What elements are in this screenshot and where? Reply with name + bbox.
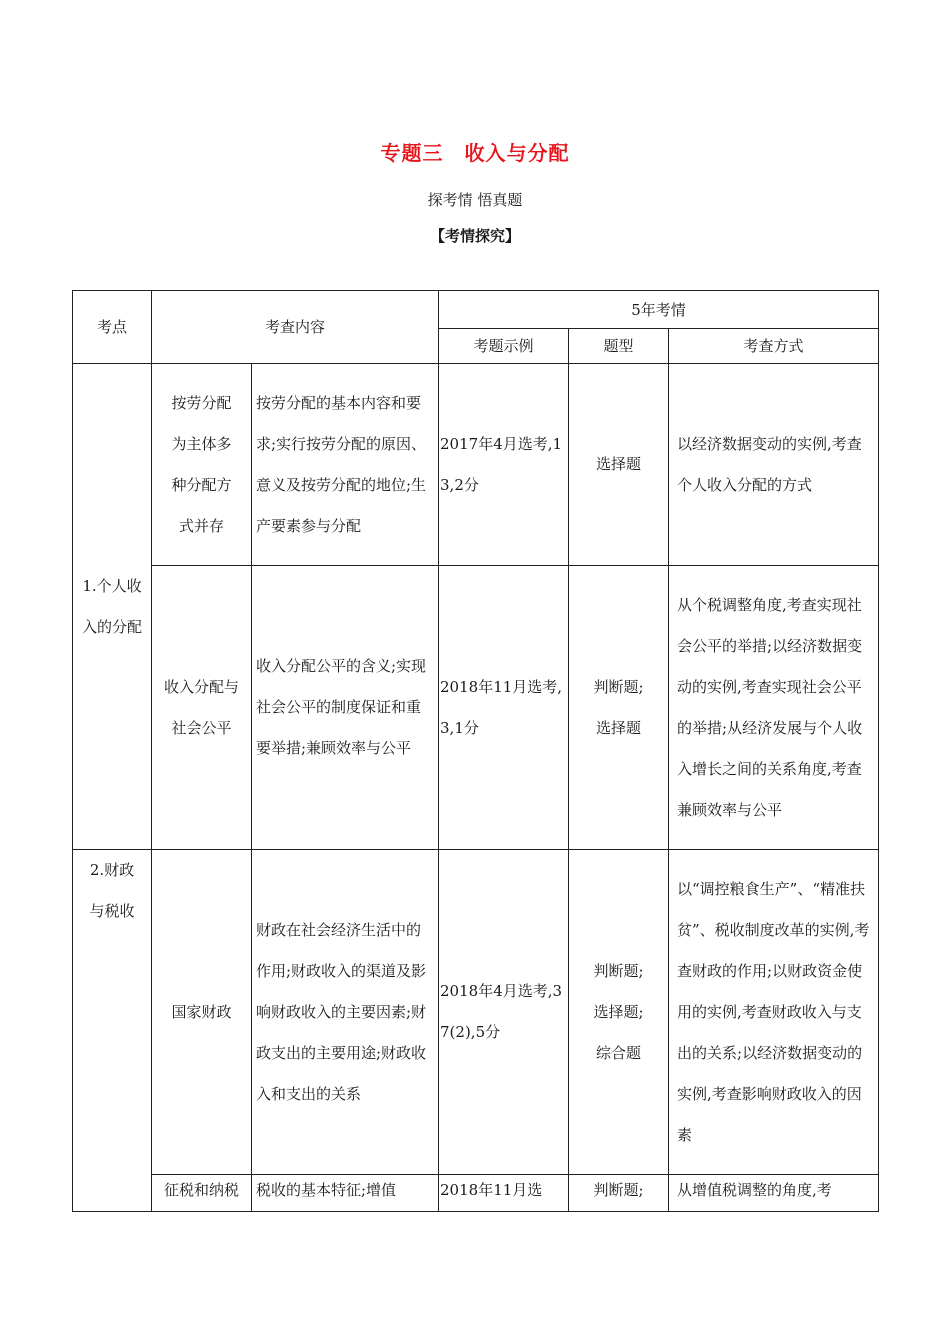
content-cell: 收入分配公平的含义;实现社会公平的制度保证和重要举措;兼顾效率与公平 (252, 566, 439, 850)
exam-analysis-table (72, 290, 879, 1212)
header-content: 考查内容 (152, 291, 439, 364)
content-cell: 财政在社会经济生活中的作用;财政收入的渠道及影响财政收入的主要因素;财政支出的主要用途;财政收入和支出的关系 (252, 850, 439, 1175)
page-title: 专题三 收入与分配 (380, 141, 570, 165)
method-cell: 以“调控粮食生产”、“精准扶贫”、税收制度改革的实例,考查财政的作用;以财政资金使用的实例,考查财政收入与支出的关系;以经济数据变动的实例,考查影响财政收入的因素 (669, 850, 879, 1175)
subtitle: 探考情 悟真题 (427, 191, 523, 209)
example-cell: 2017年4月选考,13,2分 (439, 364, 569, 566)
table-row (73, 850, 879, 1175)
method-cell: 从个税调整角度,考查实现社会公平的举措;以经济数据变动的实例,考查实现社会公平的举措;从经济发展与个人收入增长之间的关系角度,考查兼顾效率与公平 (669, 566, 879, 850)
header-type: 题型 (569, 329, 669, 364)
section-label: 【考情探究】 (429, 227, 520, 245)
header-five-year: 5年考情 (439, 291, 879, 329)
table-row (73, 364, 879, 566)
group-name: 2.财政与税收 (73, 850, 152, 1212)
content-cell: 按劳分配的基本内容和要求;实行按劳分配的原因、意义及按劳分配的地位;生产要素参与分配 (252, 364, 439, 566)
sub-point: 国家财政 (152, 850, 252, 1175)
example-cell: 2018年4月选考,37(2),5分 (439, 850, 569, 1175)
group-name: 1.个人收入的分配 (73, 364, 152, 850)
sub-point: 按劳分配为主体多种分配方式并存 (152, 364, 252, 566)
example-cell: 2018年11月选考,3,1分 (439, 566, 569, 850)
header-method: 考查方式 (669, 329, 879, 364)
method-cell: 从增值税调整的角度,考 (669, 1175, 879, 1212)
type-cell: 判断题;选择题;综合题 (569, 850, 669, 1175)
sub-point: 征税和纳税 (152, 1175, 252, 1212)
table-row (73, 1175, 879, 1212)
header-kaodian: 考点 (73, 291, 152, 364)
type-cell: 判断题;选择题 (569, 566, 669, 850)
header-example: 考题示例 (439, 329, 569, 364)
content-cell: 税收的基本特征;增值 (252, 1175, 439, 1212)
sub-point: 收入分配与社会公平 (152, 566, 252, 850)
example-cell: 2018年11月选 (439, 1175, 569, 1212)
type-cell: 判断题; (569, 1175, 669, 1212)
type-cell: 选择题 (569, 364, 669, 566)
table-row (73, 566, 879, 850)
method-cell: 以经济数据变动的实例,考查个人收入分配的方式 (669, 364, 879, 566)
